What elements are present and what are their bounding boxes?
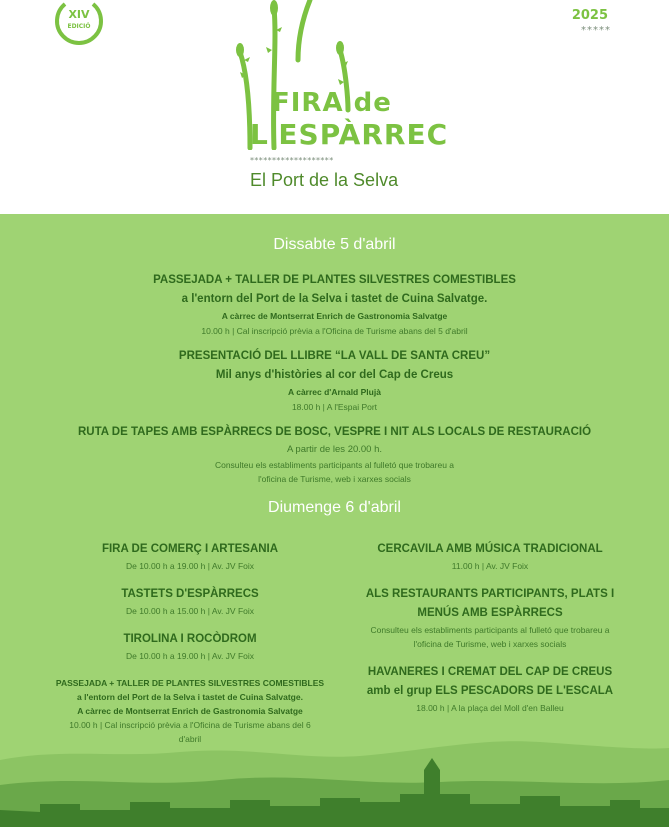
saturday-event-book [60,347,609,414]
title-fira-de: FIRA de [272,88,392,118]
event-host: A càrrec de Montserrat Enrich de Gastronomia Salvatge [221,311,448,321]
sunday-event-havaneres [340,663,640,715]
event-info-line1: 10.00 h | Cal inscripció prèvia a l'Oficina de Turisme abans del 6 [69,720,311,730]
event-title: PASSEJADA + TALLER DE PLANTES SILVESTRES COMESTIBLES [153,274,516,286]
sunday-event-zipline [40,630,340,663]
event-title: PASSEJADA + TALLER DE PLANTES SILVESTRES COMESTIBLES [55,678,325,688]
event-info-line2: l'oficina de Turisme, web i xarxes socials [258,474,411,484]
village-landscape-icon [0,730,669,827]
event-info-line1: Consulteu els establiments participants al fulletó que trobareu a [214,460,455,470]
event-subtitle: amb el grup ELS PESCADORS DE L'ESCALA [366,685,614,697]
year-stars: ***** [581,25,611,36]
event-title: TIROLINA I ROCÒDROM [123,633,257,645]
sunday-event-tastings [40,585,340,618]
event-title: FIRA DE COMERÇ I ARTESANIA [101,543,279,555]
event-info: De 10.00 h a 19.00 h | Av. JV Foix [125,561,255,571]
event-info-line1: Consulteu els establiments participants al fulletó que trobareu a [370,625,610,635]
saturday-event-walk [60,271,609,338]
sunday-heading: Diumenge 6 d'abril [268,499,401,516]
event-title: TASTETS D'ESPÀRRECS [121,588,259,600]
event-info: De 10.00 h a 15.00 h | Av. JV Foix [125,606,255,616]
event-title: PRESENTACIÓ DEL LLIBRE “LA VALL DE SANTA CREU” [178,350,491,362]
title-location: El Port de la Selva [250,170,399,190]
event-info-line2: d'abril [178,734,202,744]
event-info: 10.00 h | Cal inscripció prèvia a l'Oficina de Turisme abans del 5 d'abril [201,326,468,336]
header [0,0,669,214]
event-info: 18.00 h | A l'Espai Port [291,402,378,412]
event-title: CERCAVILA AMB MÚSICA TRADICIONAL [377,543,603,555]
event-subtitle: Mil anys d'històries al cor del Cap de Creus [215,369,454,381]
edition-badge [53,0,105,48]
event-title: RUTA DE TAPES AMB ESPÀRRECS DE BOSC, VESPRE I NIT ALS LOCALS DE RESTAURACIÓ [77,426,592,438]
event-subtitle: MENÚS AMB ESPÀRRECS [417,607,563,619]
badge-edition-number: XIV [68,8,90,21]
event-subtitle: a l'entorn del Port de la Selva i tastet de Cuina Salvatge. [77,692,303,702]
sunday-event-fair [40,540,340,573]
badge-edition-label: EDICIÓ [67,23,91,30]
event-host: A càrrec de Montserrat Enrich de Gastronomia Salvatge [77,706,303,716]
saturday-event-tapas [40,423,629,486]
title-esparrec: L'ESPÀRREC [250,118,449,151]
event-title: ALS RESTAURANTS PARTICIPANTS, PLATS I [365,588,615,600]
event-info: 11.00 h | Av. JV Foix [451,561,529,571]
event-subtitle: a l'entorn del Port de la Selva i tastet de Cuina Salvatge. [181,293,488,305]
event-time: A partir de les 20.00 h. [286,444,383,455]
sunday-event-parade [340,540,640,573]
year-label: 2025 [571,8,608,23]
event-title: HAVANERES I CREMAT DEL CAP DE CREUS [367,666,613,678]
event-host: A càrrec d'Arnald Plujà [288,387,381,397]
sunday-event-restaurants [340,585,640,651]
title-stars-divider: ******************* [250,156,334,165]
saturday-heading: Dissabte 5 d'abril [273,236,396,253]
event-info: 18.00 h | A la plaça del Moll d'en Balleu [416,703,564,713]
event-info-line2: l'oficina de Turisme, web i xarxes socials [413,639,567,649]
event-info: De 10.00 h a 19.00 h | Av. JV Foix [125,651,255,661]
